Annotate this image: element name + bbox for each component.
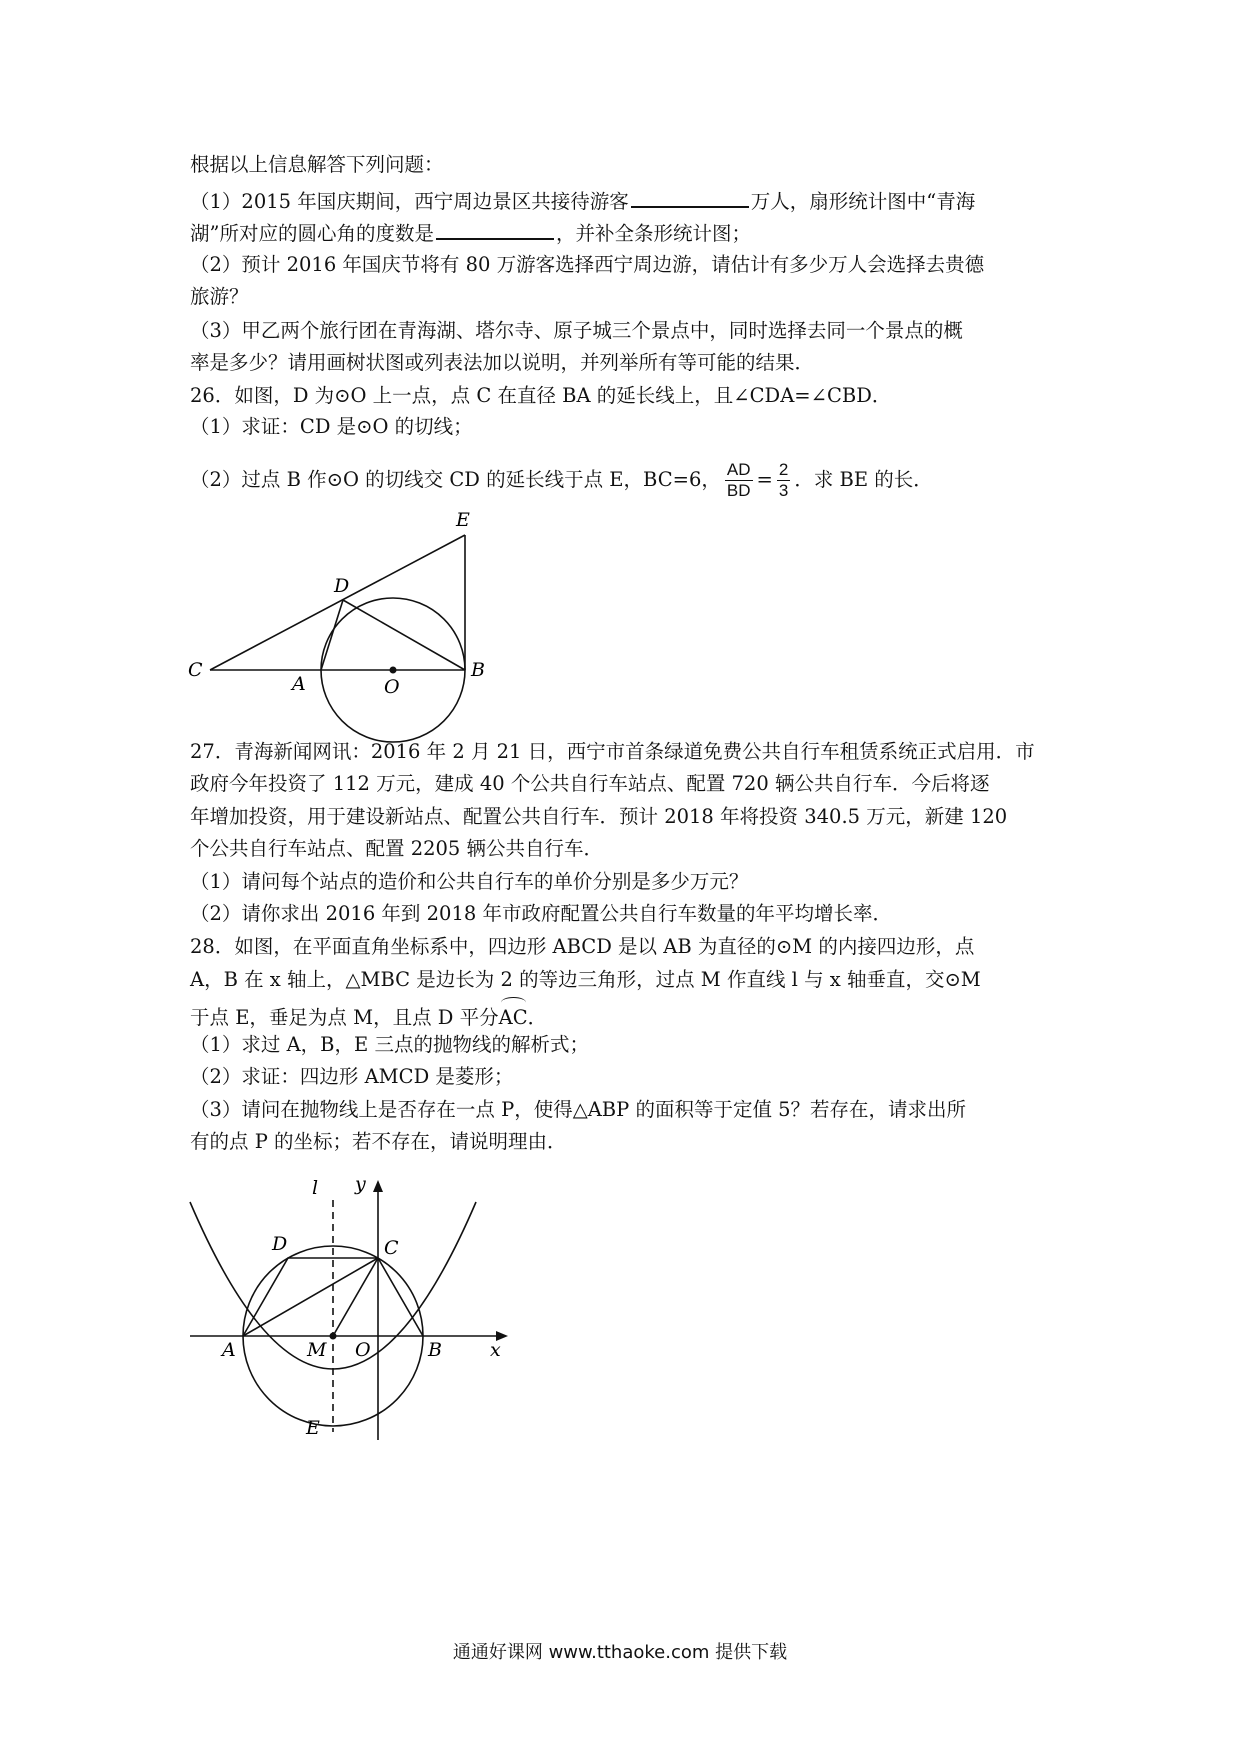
line-12: 政府今年投资了 112 万元，建成 40 个公共自行车站点、配置 720 辆公共自行车．今后将逐 xyxy=(190,772,990,795)
footer-source: 通通好课网 www.tthaoke.com 提供下载 xyxy=(452,1642,788,1663)
line-19 xyxy=(190,997,1070,1033)
line-10-part-b: ．求 BE 的长． xyxy=(794,468,933,491)
line-21: （2）求证：四边形 AMCD 是菱形； xyxy=(190,1065,514,1088)
fraction-2-3: $\frac{2}{3}$ xyxy=(778,460,789,500)
y-axis-arrow xyxy=(373,1180,383,1192)
label-d: D xyxy=(272,1233,288,1255)
label-e: E xyxy=(306,1417,320,1439)
line-ac xyxy=(243,1258,378,1336)
fraction-ad-bd: $\frac{AD}{BD}$ xyxy=(726,460,751,500)
point-m xyxy=(330,1333,337,1340)
label-c: C xyxy=(188,659,203,681)
line-10-part-a: （2）过点 B 作⊙O 的切线交 CD 的延长线于点 E，BC=6， xyxy=(190,468,721,491)
label-d: D xyxy=(334,575,350,597)
figure-circle-tangent xyxy=(180,500,510,760)
line-16: （2）请你求出 2016 年到 2018 年市政府配置公共自行车数量的年平均增长率． xyxy=(190,902,892,925)
line-7: 率是多少？请用画树状图或列表法加以说明，并列举所有等可能的结果． xyxy=(190,351,815,374)
line-2-part-a: （1）2015 年国庆期间，西宁周边景区共接待游客 xyxy=(190,190,629,213)
line-13: 年增加投资，用于建设新站点、配置公共自行车．预计 2018 年将投资 340.5 万元，新建 120 xyxy=(190,805,1008,828)
answer-blank-2[interactable] xyxy=(436,216,554,240)
center-point-o xyxy=(390,667,397,674)
label-o: O xyxy=(384,676,400,698)
label-e: E xyxy=(456,509,470,531)
line-20: （1）求过 A，B，E 三点的抛物线的解析式； xyxy=(190,1033,589,1056)
line-2-part-b: 万人，扇形统计图中“青海 xyxy=(750,190,976,213)
line-22: （3）请问在抛物线上是否存在一点 P，使得△ABP 的面积等于定值 5？若存在，请求出所 xyxy=(190,1098,967,1121)
line-14: 个公共自行车站点、配置 2205 辆公共自行车． xyxy=(190,837,604,860)
line-3-part-a: 湖”所对应的圆心角的度数是 xyxy=(190,222,434,245)
line-11: 27．青海新闻网讯：2016 年 2 月 21 日，西宁市首条绿道免费公共自行车租赁系统正式启用．市 xyxy=(190,740,1035,763)
label-y: y xyxy=(355,1173,366,1195)
figure-parabola-circle xyxy=(180,1170,520,1445)
line-db xyxy=(343,600,465,670)
line-ad xyxy=(321,600,343,670)
line-17: 28．如图，在平面直角坐标系中，四边形 ABCD 是以 AB 为直径的⊙M 的内接四边形，点 xyxy=(190,935,975,958)
line-8: 26．如图，D 为⊙O 上一点，点 C 在直径 BA 的延长线上，且∠CDA=∠CBD． xyxy=(190,384,892,407)
line-ce xyxy=(210,535,465,670)
label-a: A xyxy=(222,1339,236,1361)
line-6: （3）甲乙两个旅行团在青海湖、塔尔寺、原子城三个景点中，同时选择去同一个景点的概 xyxy=(190,319,963,342)
line-2 xyxy=(190,184,1070,217)
line-18: A，B 在 x 轴上，△MBC 是边长为 2 的等边三角形，过点 M 作直线 l 与 x 轴垂直，交⊙M xyxy=(190,968,981,991)
line-5: 旅游？ xyxy=(190,285,249,308)
label-b: B xyxy=(471,659,485,681)
line-19-part-b: ． xyxy=(527,1006,548,1029)
line-1: 根据以上信息解答下列问题： xyxy=(190,153,444,176)
label-o: O xyxy=(355,1339,371,1361)
line-10: （2）过点 B 作⊙O 的切线交 CD 的延长线于点 E，BC=6， $\frac{AD}{BD}$ = $\frac{2}{3}$ ．求 BE 的长． xyxy=(190,460,933,500)
label-b: B xyxy=(428,1339,442,1361)
line-3 xyxy=(190,216,1070,249)
line-23: 有的点 P 的坐标；若不存在，请说明理由． xyxy=(190,1130,567,1153)
line-9: （1）求证：CD 是⊙O 的切线； xyxy=(190,415,473,438)
line-15: （1）请问每个站点的造价和公共自行车的单价分别是多少万元？ xyxy=(190,870,749,893)
line-19-part-a: 于点 E，垂足为点 M，且点 D 平分 xyxy=(190,1006,499,1029)
line-3-part-b: ，并补全条形统计图； xyxy=(555,222,751,245)
label-a: A xyxy=(292,673,306,695)
arc-ac: AC xyxy=(499,997,528,1033)
answer-blank-1[interactable] xyxy=(631,184,749,208)
line-mc xyxy=(333,1258,378,1336)
label-m: M xyxy=(307,1339,327,1361)
label-l: l xyxy=(312,1177,319,1199)
label-x: x xyxy=(490,1339,501,1361)
line-4: （2）预计 2016 年国庆节将有 80 万游客选择西宁周边游，请估计有多少万人会选择去贵德 xyxy=(190,253,985,276)
label-c: C xyxy=(384,1237,399,1259)
